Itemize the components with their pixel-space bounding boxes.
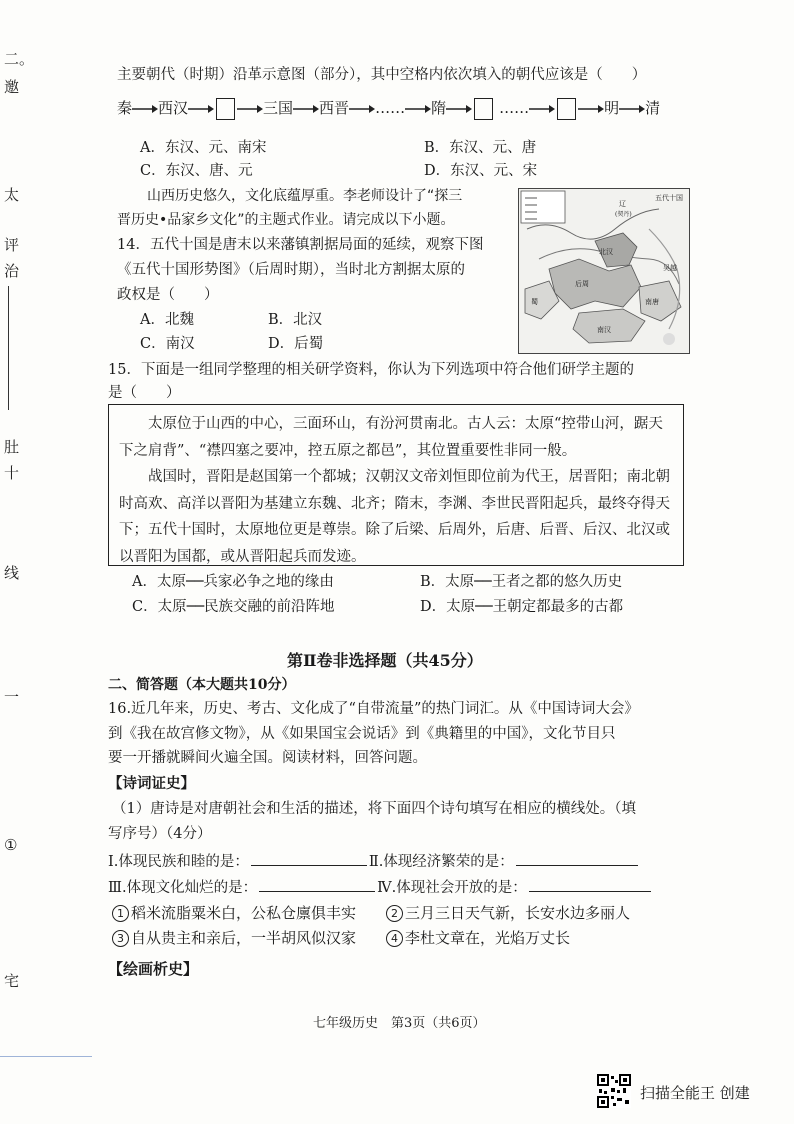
q15-option-d[interactable]: D．太原──王朝定都最多的古都 bbox=[420, 599, 624, 615]
arrow-icon bbox=[405, 104, 431, 114]
margin-char: 十 bbox=[4, 464, 20, 482]
map-label: 北汉 bbox=[599, 248, 613, 256]
poem-text: 李杜文章在，光焰万丈长 bbox=[405, 929, 571, 947]
q15-option-b[interactable]: B．太原──王者之都的悠久历史 bbox=[420, 574, 623, 590]
section-subtitle: 二、简答题（本大题共10分） bbox=[108, 677, 296, 693]
arrow-icon bbox=[132, 104, 158, 114]
q14-option-a[interactable]: A．北魏 bbox=[140, 312, 194, 328]
margin-char: 邀 bbox=[4, 78, 20, 96]
blank-label: Ⅱ.体现经济繁荣的是： bbox=[368, 854, 514, 870]
poem-text: 稻米流脂粟米白，公私仓廪俱丰实 bbox=[131, 904, 357, 922]
q16-sub-question: 写序号）（4分） bbox=[108, 826, 212, 842]
q14-stem: 14．五代十国是唐末以来藩镇割据局面的延续，观察下图 bbox=[117, 237, 484, 253]
flow-dots: …… bbox=[375, 99, 406, 117]
q16-sub-question: （1）唐诗是对唐朝社会和生活的描述，将下面四个诗句填写在相应的横线处。（填 bbox=[112, 801, 636, 817]
map-label: 辽 bbox=[619, 200, 626, 208]
map-label: 南唐 bbox=[645, 298, 659, 306]
map-label: 蜀 bbox=[531, 298, 538, 306]
arrow-icon bbox=[578, 104, 604, 114]
map-title: 五代十国 bbox=[655, 194, 683, 202]
margin-char: 评 bbox=[4, 236, 20, 254]
q15-material-para: 战国时，晋阳是赵国第一个都城；汉朝汉文帝刘恒即位前为代王，居晋阳；南北朝时高欢、高洋以晋阳为基建立东魏、北齐；隋末，李渊、李世民晋阳起兵，最终夺得天下；五代十国时，太原地位更是尊崇。除了后梁、后周外，后唐、后晋、后汉、北汉或以晋阳为国都，或从晋阳起兵而发迹。 bbox=[119, 469, 670, 565]
margin-line bbox=[8, 286, 9, 410]
q13-option-b[interactable]: B．东汉、元、唐 bbox=[424, 140, 537, 156]
poem-item bbox=[112, 901, 356, 925]
intro-line: 晋历史•品家乡文化”的主题式作业。请完成以下小题。 bbox=[117, 212, 455, 228]
map-label: 后周 bbox=[575, 280, 589, 288]
circled-number: 4 bbox=[386, 930, 403, 947]
q14-stem: 政权是（ ） bbox=[117, 287, 219, 303]
answer-row-1 bbox=[108, 850, 640, 874]
blank-label: Ⅰ.体现民族和睦的是： bbox=[108, 854, 249, 870]
margin-char: ① bbox=[4, 836, 18, 854]
arrow-icon bbox=[446, 104, 472, 114]
section-tag: 【绘画析史】 bbox=[108, 960, 199, 978]
blank-label: Ⅳ.体现社会开放的是： bbox=[377, 880, 527, 896]
five-dynasties-map bbox=[518, 188, 690, 354]
flow-qing: 清 bbox=[645, 99, 661, 117]
page-footer: 七年级历史 第3页（共6页） bbox=[313, 1016, 486, 1031]
margin-char: 肚 bbox=[4, 438, 20, 456]
blank-box-1 bbox=[216, 98, 235, 120]
poem-item bbox=[112, 926, 356, 950]
answer-blank-4[interactable] bbox=[529, 879, 651, 892]
q15-option-c[interactable]: C．太原──民族交融的前沿阵地 bbox=[132, 599, 335, 615]
blank-box-2 bbox=[474, 98, 493, 120]
q15-material-para: 太原位于山西的中心，三面环山，有汾河贯南北。古人云：太原“控带山河，踞天下之肩背”、“襟四塞之要冲，控五原之都邑”，其位置重要性非同一般。 bbox=[119, 416, 663, 459]
q13-option-c[interactable]: C．东汉、唐、元 bbox=[140, 163, 253, 179]
qr-code-icon bbox=[597, 1074, 631, 1108]
map-label: 吴越 bbox=[663, 264, 677, 272]
q16-stem: 16.近几年来，历史、考古、文化成了“自带流量”的热门词汇。从《中国诗词大会》 bbox=[108, 701, 639, 717]
arrow-icon bbox=[188, 104, 214, 114]
section-title: 第Ⅱ卷非选择题（共45分） bbox=[287, 651, 483, 670]
q14-option-b[interactable]: B．北汉 bbox=[268, 312, 323, 328]
q14-option-d[interactable]: D．后蜀 bbox=[268, 336, 324, 352]
q15-option-a[interactable]: A．太原──兵家必争之地的缘由 bbox=[132, 574, 334, 590]
arrow-icon bbox=[529, 104, 555, 114]
margin-char: 一 bbox=[4, 688, 20, 706]
margin-char: 治 bbox=[4, 262, 20, 280]
answer-row-2 bbox=[108, 876, 653, 900]
poem-item bbox=[386, 926, 570, 950]
flow-dots: …… bbox=[499, 99, 530, 117]
map-label: 南汉 bbox=[597, 326, 611, 334]
q15-stem: 是（ ） bbox=[108, 385, 181, 401]
q15-material-box bbox=[108, 404, 684, 566]
circled-number: 3 bbox=[112, 930, 129, 947]
q13-option-a[interactable]: A．东汉、元、南宋 bbox=[140, 140, 267, 156]
scanner-watermark: 扫描全能王 创建 bbox=[640, 1084, 750, 1102]
arrow-icon bbox=[293, 104, 319, 114]
margin-char: 二。 bbox=[4, 50, 35, 68]
q15-stem: 15．下面是一组同学整理的相关研学资料，你认为下列选项中符合他们研学主题的 bbox=[108, 362, 634, 378]
blank-label: Ⅲ.体现文化灿烂的是： bbox=[108, 880, 258, 896]
map-label: (契丹) bbox=[615, 211, 632, 218]
flow-qin: 秦 bbox=[117, 99, 133, 117]
dynasty-flow bbox=[117, 96, 660, 120]
flow-xijin: 西晋 bbox=[319, 99, 350, 117]
margin-char: 线 bbox=[4, 564, 20, 582]
q14-stem: 《五代十国形势图》（后周时期），当时北方割据太原的 bbox=[117, 262, 465, 278]
flow-ming: 明 bbox=[604, 99, 620, 117]
q16-stem: 要一开播就瞬间火遍全国。阅读材料，回答问题。 bbox=[108, 750, 427, 766]
q16-stem: 到《我在故宫修文物》，从《如果国宝会说话》到《典籍里的中国》，文化节目只 bbox=[108, 726, 616, 742]
q13-option-d[interactable]: D．东汉、元、宋 bbox=[424, 163, 538, 179]
section-tag: 【诗词证史】 bbox=[108, 775, 195, 792]
margin-char: 宅 bbox=[4, 972, 20, 990]
answer-blank-1[interactable] bbox=[251, 853, 367, 866]
arrow-icon bbox=[619, 104, 645, 114]
answer-blank-3[interactable] bbox=[259, 879, 375, 892]
circled-number: 2 bbox=[386, 905, 403, 922]
flow-sui: 隋 bbox=[431, 99, 447, 117]
poem-item bbox=[386, 901, 630, 925]
q14-option-c[interactable]: C．南汉 bbox=[140, 336, 195, 352]
poem-text: 三月三日天气新，长安水边多丽人 bbox=[405, 904, 631, 922]
intro-line: 山西历史悠久，文化底蕴厚重。李老师设计了“探三 bbox=[147, 188, 463, 204]
answer-blank-2[interactable] bbox=[516, 853, 638, 866]
poem-text: 自从贵主和亲后，一半胡风似汉家 bbox=[131, 929, 357, 947]
blank-box-3 bbox=[557, 98, 576, 120]
arrow-icon bbox=[349, 104, 375, 114]
flow-xihan: 西汉 bbox=[158, 99, 189, 117]
margin-char: 太 bbox=[4, 186, 20, 204]
flow-sanguo: 三国 bbox=[263, 99, 294, 117]
q13-stem: 主要朝代（时期）沿革示意图（部分），其中空格内依次填入的朝代应该是（ ） bbox=[117, 67, 647, 83]
margin-mark bbox=[0, 1056, 92, 1057]
circled-number: 1 bbox=[112, 905, 129, 922]
arrow-icon bbox=[237, 104, 263, 114]
